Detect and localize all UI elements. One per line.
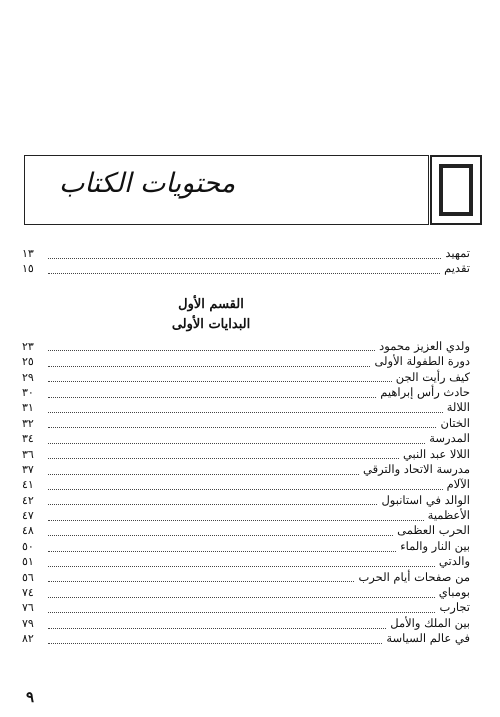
toc-entry-title: كيف رأيت الجن xyxy=(395,369,470,384)
toc-row[interactable] xyxy=(22,570,470,585)
toc-entry-page: ٧٦ xyxy=(22,601,34,615)
toc-entry-page: ٤٢ xyxy=(22,493,34,507)
leader-dots xyxy=(48,418,436,428)
toc-row[interactable] xyxy=(22,554,470,569)
toc-row[interactable] xyxy=(22,616,470,631)
toc-row[interactable] xyxy=(22,400,470,415)
part-subheading: البدايات الأولى xyxy=(171,316,251,332)
leader-dots xyxy=(48,403,443,413)
leader-dots xyxy=(48,557,435,567)
toc-entry-page: ٢٣ xyxy=(22,339,34,353)
toc-row[interactable] xyxy=(22,539,470,554)
toc-entry-title: تقديم xyxy=(444,261,470,276)
toc-header-box xyxy=(24,155,429,225)
toc-entry-title: الحرب العظمى xyxy=(397,523,470,538)
toc-entry-page: ٤١ xyxy=(22,478,34,492)
toc-row[interactable] xyxy=(22,354,470,369)
leader-dots xyxy=(48,619,386,629)
toc-entry-page: ٣٠ xyxy=(22,385,34,399)
toc-entry-page: ٤٧ xyxy=(22,509,34,523)
toc-entry-page: ٣٢ xyxy=(22,416,34,430)
leader-dots xyxy=(48,249,441,259)
table-of-contents xyxy=(22,246,470,647)
toc-row[interactable] xyxy=(22,585,470,600)
toc-entry-title: المدرسة xyxy=(429,431,470,446)
toc-entry-title: في عالم السياسة xyxy=(386,631,470,646)
toc-entry-page: ٥٦ xyxy=(22,570,34,584)
toc-row[interactable] xyxy=(22,523,470,538)
leader-dots xyxy=(48,572,354,582)
toc-row[interactable] xyxy=(22,416,470,431)
toc-entry-title: بين الملك والأمل xyxy=(390,615,470,630)
toc-entry-page: ٣٤ xyxy=(22,432,34,446)
leader-dots xyxy=(48,603,435,613)
leader-dots xyxy=(48,465,359,475)
toc-row-preface[interactable] xyxy=(22,246,470,261)
toc-entry-title: اللالة xyxy=(446,400,470,415)
toc-entry-page: ٣٦ xyxy=(22,447,34,461)
toc-entry-title: الختان xyxy=(440,415,470,430)
toc-entry-title: والدتي xyxy=(438,554,470,569)
leader-dots xyxy=(48,634,382,644)
toc-row[interactable] xyxy=(22,370,470,385)
toc-entry-title: الوالد في استانبول xyxy=(381,492,470,507)
leader-dots xyxy=(48,588,435,598)
toc-row[interactable] xyxy=(22,431,470,446)
leader-dots xyxy=(48,372,392,382)
toc-entry-title: تمهيد xyxy=(445,246,470,260)
leader-dots xyxy=(48,480,443,490)
toc-entry-page: ٢٩ xyxy=(22,370,34,384)
leader-dots xyxy=(48,495,377,505)
leader-dots xyxy=(48,434,425,444)
toc-row[interactable] xyxy=(22,493,470,508)
toc-entry-page: ٧٤ xyxy=(22,586,34,600)
page-number: ٩ xyxy=(26,688,35,706)
toc-entry-title: بومباي xyxy=(438,585,470,600)
toc-entry-page: ٣١ xyxy=(22,401,34,415)
toc-row[interactable] xyxy=(22,477,470,492)
toc-entry-title: تجارب xyxy=(439,600,470,615)
toc-entry-page: ٥١ xyxy=(22,555,34,569)
part-heading: القسم الأول xyxy=(178,296,244,312)
toc-entry-title: مدرسة الاتحاد والترقي xyxy=(362,461,470,476)
corner-ornament-inner xyxy=(439,164,473,216)
toc-entry-title: دورة الطفولة الأولى xyxy=(374,354,470,369)
leader-dots xyxy=(48,388,376,398)
toc-entry-page: ٢٥ xyxy=(22,355,34,369)
toc-entry-page: ٥٠ xyxy=(22,539,34,553)
toc-entries xyxy=(22,339,470,647)
toc-entry-title: اللالا عبد النبي xyxy=(402,446,470,461)
toc-entry-page: ٧٩ xyxy=(22,616,34,630)
toc-entry-page: ١٣ xyxy=(22,247,34,260)
leader-dots xyxy=(48,526,393,536)
toc-row[interactable] xyxy=(22,447,470,462)
toc-entry-page: ٤٨ xyxy=(22,524,34,538)
leader-dots xyxy=(48,449,399,459)
toc-row[interactable] xyxy=(22,600,470,615)
leader-dots xyxy=(48,357,370,367)
toc-entry-title: ولدي العزيز محمود xyxy=(379,338,470,353)
toc-entry-title: الأعظمية xyxy=(427,508,470,523)
leader-dots xyxy=(48,511,424,521)
toc-row[interactable] xyxy=(22,631,470,646)
toc-row[interactable] xyxy=(22,385,470,400)
toc-entry-title: الآلام xyxy=(446,477,470,492)
toc-row[interactable] xyxy=(22,462,470,477)
leader-dots xyxy=(48,264,440,274)
toc-title: محتويات الكتاب xyxy=(59,168,236,199)
leader-dots xyxy=(48,341,375,351)
toc-entry-title: بين النار والماء xyxy=(400,538,470,553)
toc-row[interactable] xyxy=(22,339,470,354)
toc-entry-page: ٨٢ xyxy=(22,632,34,646)
toc-entry-page: ١٥ xyxy=(22,262,34,276)
toc-entry-page: ٣٧ xyxy=(22,462,34,476)
toc-row[interactable] xyxy=(22,508,470,523)
leader-dots xyxy=(48,542,396,552)
toc-row-introduction[interactable] xyxy=(22,261,470,276)
toc-entry-title: حادث رأس إبراهيم xyxy=(380,384,470,399)
toc-entry-title: من صفحات أيام الحرب xyxy=(358,569,470,584)
corner-ornament xyxy=(430,155,482,225)
